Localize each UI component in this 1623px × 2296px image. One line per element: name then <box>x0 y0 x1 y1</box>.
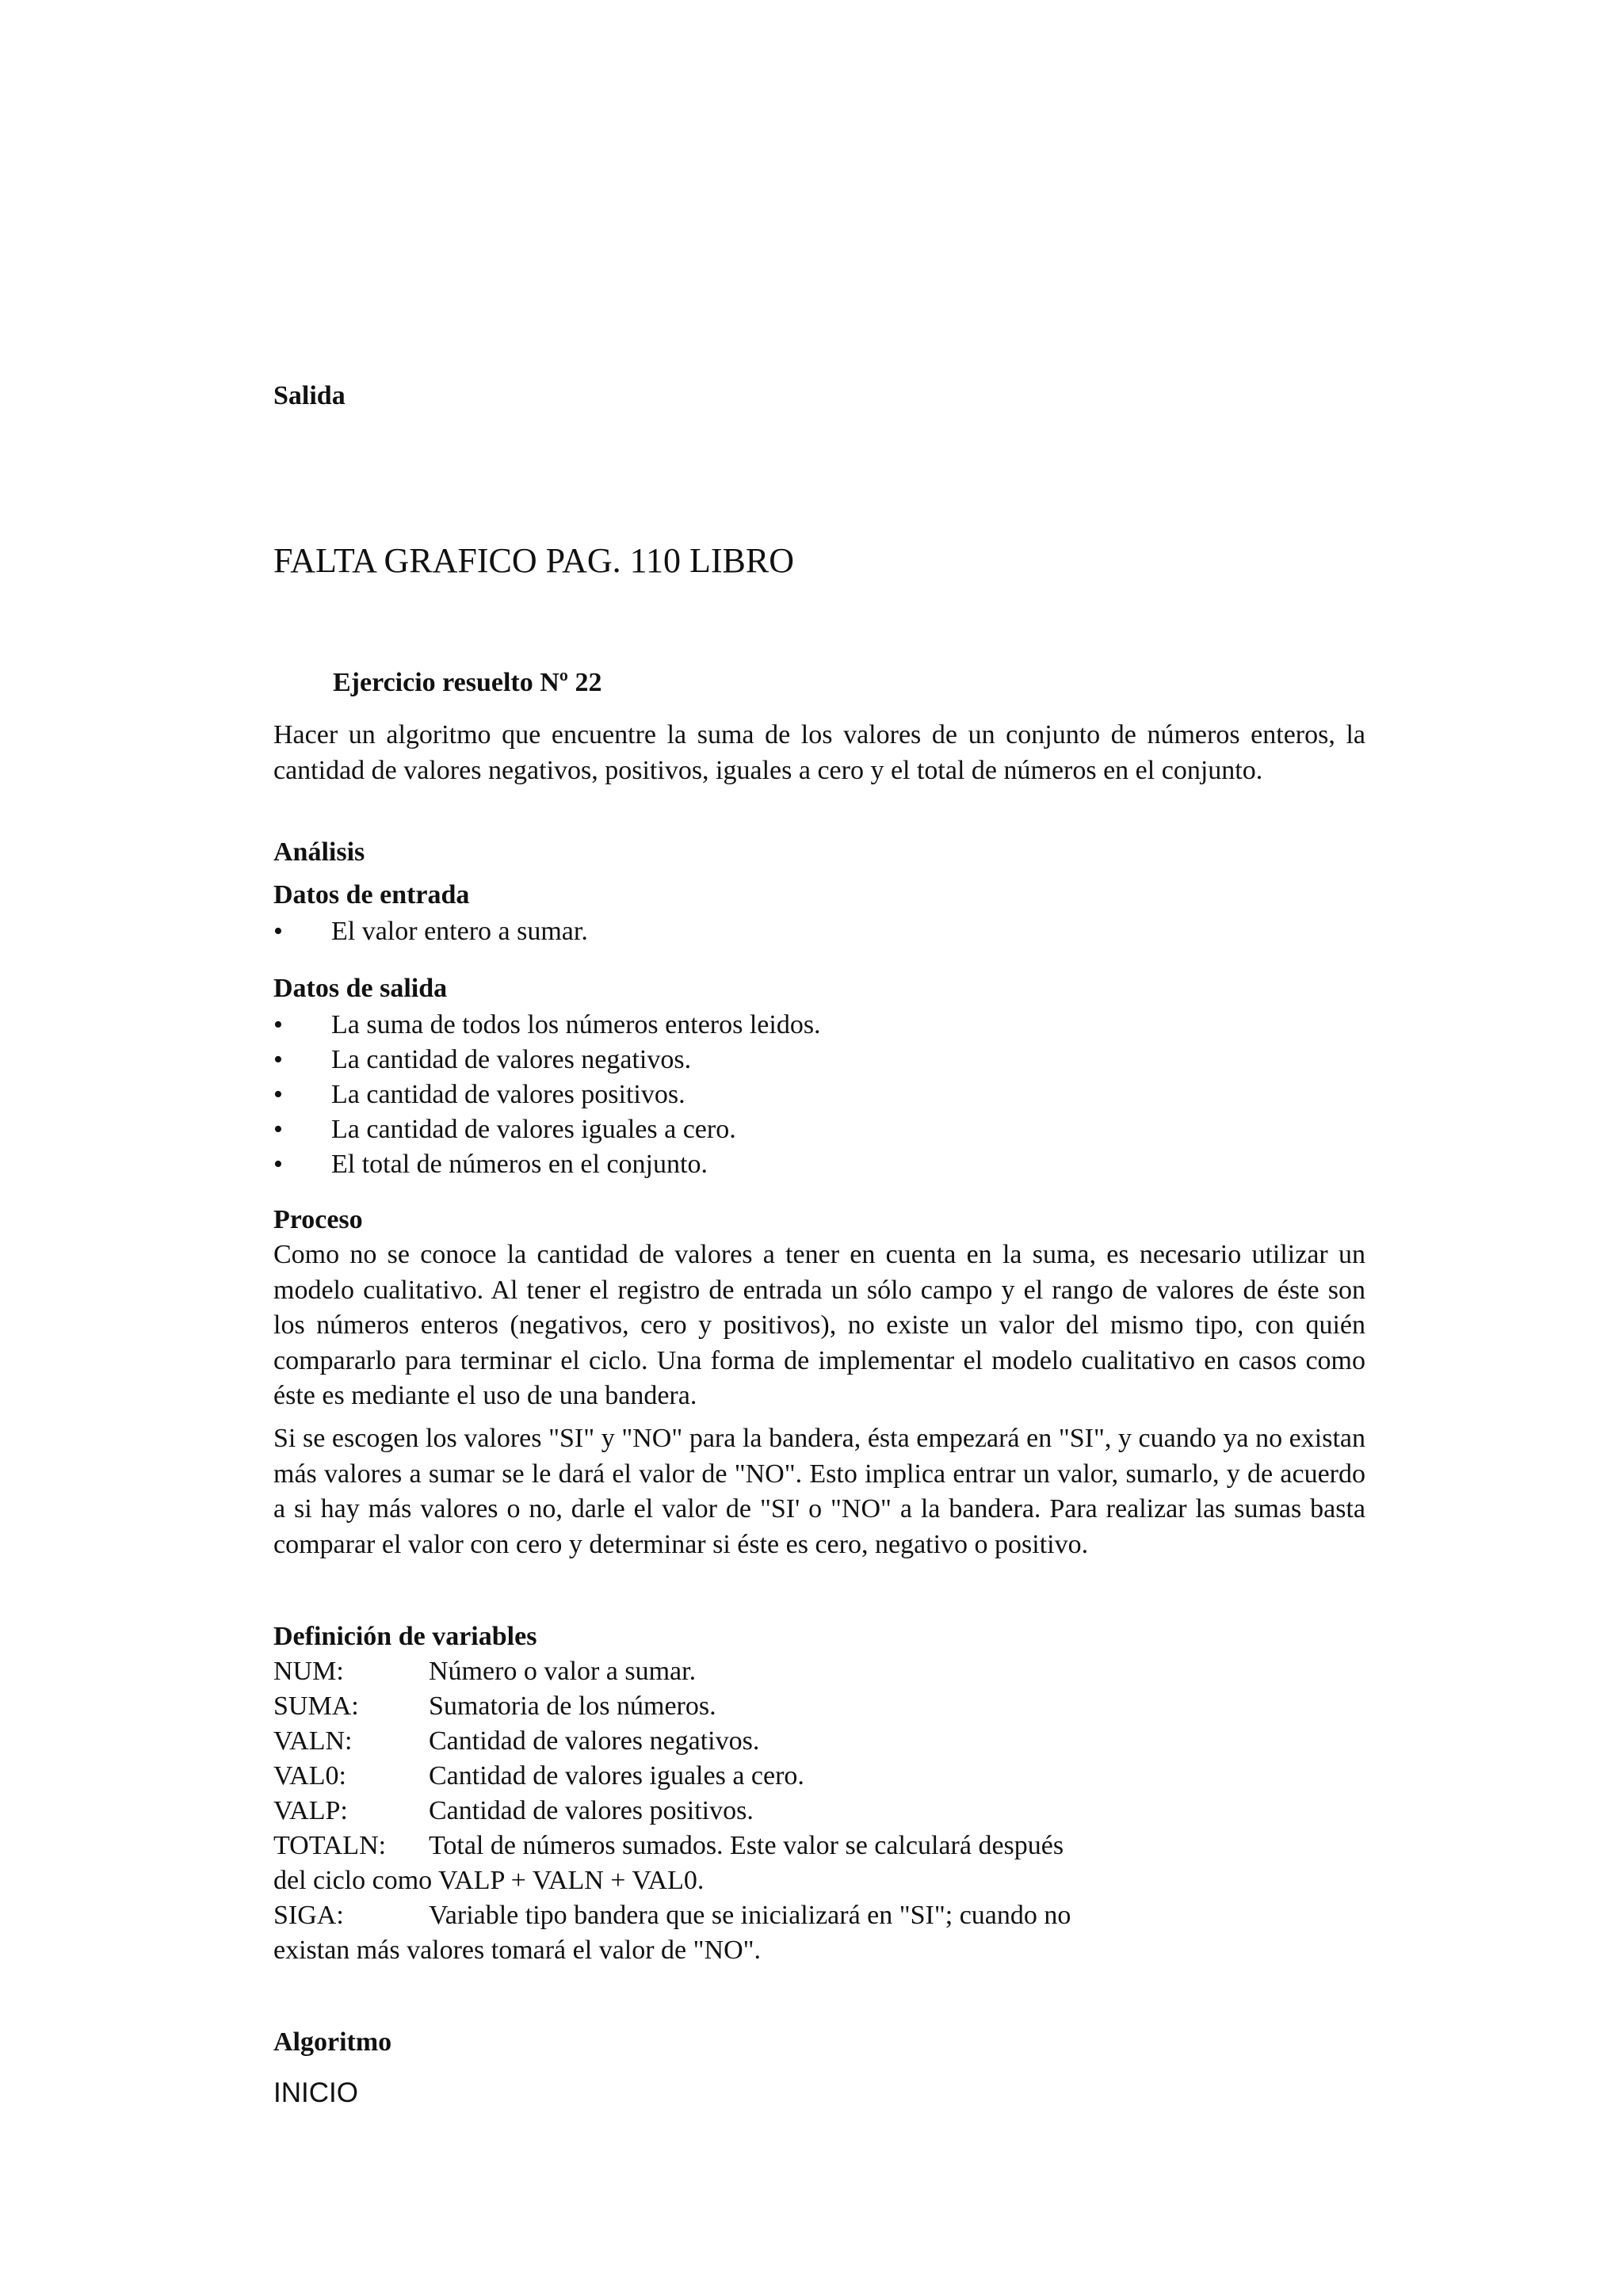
variable-row <box>273 1898 1383 1934</box>
process-heading: Proceso <box>273 1205 363 1234</box>
algorithm-start: INICIO <box>273 2077 358 2108</box>
output-item <box>273 1043 1365 1078</box>
variable-name: SIGA: <box>273 1901 344 1930</box>
output-item-text: La cantidad de valores iguales a cero. <box>331 1115 736 1144</box>
variable-description: Cantidad de valores negativos. <box>429 1726 760 1756</box>
variable-description: Total de números sumados. Este valor se calculará después <box>429 1831 1064 1860</box>
variable-name: VAL0: <box>273 1761 346 1791</box>
variable-row <box>273 1794 1383 1829</box>
salida-heading: Salida <box>273 381 346 410</box>
variable-row <box>273 1689 1383 1725</box>
input-heading: Datos de entrada <box>273 880 470 910</box>
output-item-text: La cantidad de valores positivos. <box>331 1080 685 1109</box>
input-item-text: El valor entero a sumar. <box>331 917 588 946</box>
bullet-icon: • <box>273 917 283 946</box>
algorithm-heading: Algoritmo <box>273 2027 392 2057</box>
variable-name: VALP: <box>273 1796 348 1825</box>
variable-row <box>273 1654 1383 1690</box>
output-heading: Datos de salida <box>273 974 448 1003</box>
input-item <box>273 914 1365 950</box>
process-paragraph-2: Si se escogen los valores "SI" y "NO" para la bandera, ésta empezará en "SI", y cuando ya no existan más valores a sumar se le dará el valor de "NO". Esto implica entrar un valor, sumarlo, y de acuerdo a si hay más valores o no, darle el valor de "SI' o "NO" a la bandera. Para realizar las sumas basta comparar el valor con cero y determinar si éste es cero, negativo o positivo. <box>273 1424 1365 1559</box>
output-item <box>273 1147 1365 1183</box>
variable-description: Sumatoria de los números. <box>429 1691 716 1721</box>
variable-name: VALN: <box>273 1726 353 1756</box>
bullet-icon: • <box>273 1080 283 1109</box>
output-item-text: La cantidad de valores negativos. <box>331 1045 692 1074</box>
intro-paragraph: Hacer un algoritmo que encuentre la suma de los valores de un conjunto de números enteros, la cantidad de valores negativos, positivos, iguales a cero y el total de números en el conjunto. <box>273 720 1365 785</box>
variable-name: NUM: <box>273 1657 344 1686</box>
bullet-icon: • <box>273 1010 283 1039</box>
exercise-title: Ejercicio resuelto Nº 22 <box>333 668 602 697</box>
variable-description: Número o valor a sumar. <box>429 1657 697 1686</box>
output-item-text: El total de números en el conjunto. <box>331 1150 708 1179</box>
variable-continuation: existan más valores tomará el valor de "NO". <box>273 1936 762 1965</box>
output-item <box>273 1112 1365 1148</box>
variable-description: Cantidad de valores positivos. <box>429 1796 754 1825</box>
variable-name: SUMA: <box>273 1691 359 1721</box>
variable-row <box>273 1829 1383 1864</box>
output-item <box>273 1077 1365 1113</box>
variable-name: TOTALN: <box>273 1831 387 1860</box>
variable-description: Variable tipo bandera que se inicializará en "SI"; cuando no <box>429 1901 1071 1930</box>
output-item <box>273 1008 1365 1043</box>
variables-heading: Definición de variables <box>273 1622 537 1651</box>
variable-row <box>273 1759 1383 1794</box>
variable-continuation: del ciclo como VALP + VALN + VAL0. <box>273 1866 705 1895</box>
variable-row <box>273 1724 1383 1760</box>
missing-figure-note: FALTA GRAFICO PAG. 110 LIBRO <box>273 541 795 580</box>
bullet-icon: • <box>273 1045 283 1074</box>
analysis-heading: Análisis <box>273 837 365 867</box>
output-item-text: La suma de todos los números enteros leidos. <box>331 1010 821 1039</box>
bullet-icon: • <box>273 1115 283 1144</box>
variable-description: Cantidad de valores iguales a cero. <box>429 1761 804 1791</box>
bullet-icon: • <box>273 1150 283 1179</box>
process-paragraph-1: Como no se conoce la cantidad de valores a tener en cuenta en la suma, es necesario utilizar un modelo cualitativo. Al tener el registro de entrada un sólo campo y el rango de valores de éste son los números enteros (negativos, cero y positivos), no existe un valor del mismo tipo, con quién compararlo para terminar el ciclo. Una forma de implementar el modelo cualitativo en casos como éste es mediante el uso de una bandera. <box>273 1240 1365 1411</box>
